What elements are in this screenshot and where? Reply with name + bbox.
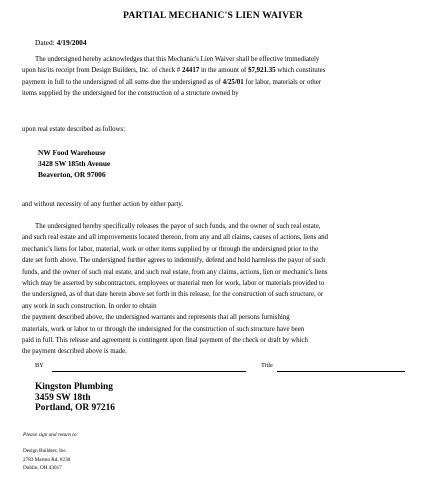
contractor-name: Kingston Plumbing (35, 382, 113, 392)
return-city: Dublin, OH 43017 (23, 465, 62, 472)
ack-line-2b: in the amount of (200, 67, 247, 75)
ack-line-3b: for labor, materials or other (245, 78, 322, 86)
payment-amount: $7,921.35 (248, 67, 276, 75)
without-necessity-text: and without necessity of any further action by either party. (22, 201, 184, 208)
contractor-block (35, 382, 115, 414)
signature-line[interactable] (52, 371, 246, 372)
release-line: the payment described above is made. (22, 348, 127, 356)
ack-line-2a: upon his/its receipt from Design Builders, Inc. of check # (22, 67, 181, 75)
property-city: Beaverton, OR 97006 (38, 170, 106, 179)
by-label: BY (35, 362, 44, 369)
acknowledgement-paragraph (22, 54, 414, 100)
contractor-city: Portland, OR 97216 (35, 403, 115, 413)
property-address (38, 147, 110, 180)
return-instruction: Please sign and return to: (23, 432, 79, 438)
release-line: materials, work or labor to or through the undersigned for the construction of such structure have been (22, 325, 305, 333)
title-line[interactable] (277, 371, 405, 372)
release-line: and such real estate and all improvements located thereon, from any and all claims, causes of actions, liens and (22, 234, 328, 242)
upon-real-estate-text: upon real estate described as follows: (22, 126, 126, 133)
document-title: PARTIAL MECHANIC'S LIEN WAIVER (123, 10, 303, 21)
date-label: Dated: (35, 38, 55, 47)
ack-line-3 (22, 77, 414, 88)
release-line: paid in full. This release and agreement is contingent upon final payment of the check or draft by which (22, 337, 308, 345)
release-paragraph (22, 221, 414, 358)
property-street: 3428 SW 185th Avenue (38, 159, 111, 168)
contractor-street: 3459 SW 18th (35, 392, 91, 403)
return-name: Design Builders, Inc. (23, 448, 68, 454)
ack-line-2 (22, 65, 414, 76)
return-street: 2783 Marton Rd. #230 (23, 456, 71, 463)
through-date: 4/25/01 (222, 78, 244, 86)
property-name: NW Food Warehouse (38, 148, 106, 157)
ack-line-3a: payment in full to the undersigned of all sums due the undersigned as of (22, 78, 221, 86)
date-value: 4/19/2004 (56, 38, 87, 47)
ack-line-4: items supplied by the undersigned for the construction of a structure owned by (22, 90, 239, 98)
release-line: mechanic's liens for labor, material, work or other items supplied by or through the undersigned prior to the (22, 245, 319, 253)
check-number: 24417 (182, 67, 200, 75)
date-line (35, 38, 87, 47)
release-line: date set forth above. The undersigned further agrees to indemnify, defend and hold harmless the payor of such (22, 257, 326, 265)
ack-line-1: The undersigned hereby acknowledges that this Mechanic's Lien Waiver shall be effective immediately (35, 56, 320, 63)
release-line: which may be asserted by subcontractors, employees or material men for work, labor or materials provided to (22, 280, 325, 288)
release-line: any work in such construction. In order to obtain (22, 302, 157, 310)
return-address (23, 447, 70, 473)
release-line: funds, and the owner of such real estate, and such real estate, from any claims, actions, lien or mechanic's liens (22, 268, 328, 276)
release-line: the payment described above, the undersigned warrants and represents that all persons furnishing (22, 314, 290, 322)
title-label: Title (261, 362, 273, 369)
release-line: The undersigned hereby specifically releases the payor of such funds, and the owner of such real estate, (35, 223, 321, 230)
ack-line-2c: which constitutes (277, 67, 326, 75)
release-line: the undersigned, as of that date herein above set forth in this release, for the construction of such structure, or (22, 291, 324, 299)
